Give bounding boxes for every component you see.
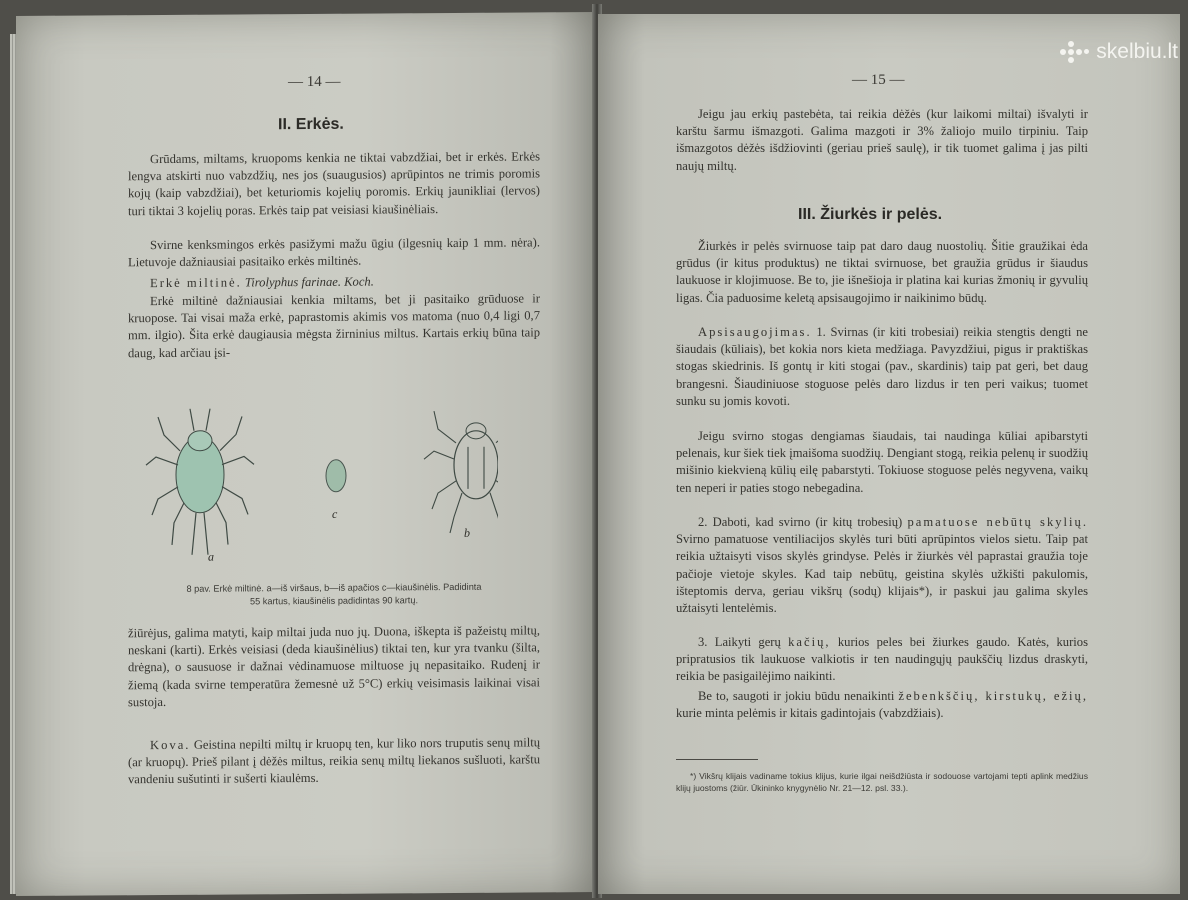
spaced-text: kačių, [788, 635, 831, 649]
footnote-rule [676, 759, 758, 760]
text-run: kurios peles bei žiurkes gaudo. Katės, kurios pripratusios tik laukuose valkiotis ir ten naudingųjų paukščių lizdus draskyti, reikia be pasigailėjimo naikinti. [676, 635, 1088, 684]
watermark-text: skelbiu.lt [1096, 40, 1178, 63]
caption-line: 8 pav. Erkė miltinė. a—iš viršaus, b—iš apačios c—kiaušinėlis. Padidinta [186, 581, 482, 594]
section-heading: II. Erkės. [278, 115, 344, 134]
figure-label-b: b [464, 525, 470, 540]
figure-label-a: a [208, 549, 214, 564]
open-book [6, 4, 1186, 898]
section-heading: III. Žiurkės ir pelės. [798, 206, 943, 223]
figure-caption [128, 580, 540, 609]
paragraph [676, 634, 1088, 686]
species-label: Erkė miltinė. [150, 275, 242, 291]
paragraph: Grūdams, miltams, kruopoms kenkia ne tiktai vabzdžiai, bet ir erkės. Erkės lengva atskirti nuo vabzdžių, nes jos (suaugusios) aprūpintos ne trimis poromis kojų (kaip vabzdžiai), bet keturiomis kojelių poromis. Erkių jaunikliai (lervos) turi tiktai 3 kojelių poras. Erkės taip pat veisiasi kiaušinėliais. [128, 149, 540, 218]
watermark [1060, 40, 1178, 64]
paragraph [676, 514, 1088, 617]
paragraph: Jeigu jau erkių pastebėta, tai reikia dėžės (kur laikomi miltai) išvalyti ir karštu šarmu išmazgoti. Galima mazgoti ir 3% žaliojo muilo tirpiniu. Taip išmazgotos dėžės išdžiovinti (geriau prieš saulę), ir tik tuomet galima į jas pilti naujų miltų. [676, 107, 1088, 173]
mite-b-drawing [424, 410, 498, 533]
protection-label: Apsisaugojimas. [698, 325, 812, 339]
text-run: 2. Daboti, kad svirno (ir kitų trobesių) [698, 515, 903, 529]
kova-text: Geistina nepilti miltų ir kruopų ten, kur liko nors truputis senų miltų (ar kruopų). Prieš pilant į dėžės miltus, reikia senų miltų liekanos sušluoti, karštu vandeniu sušutinti ir sušerti kiaulėms. [128, 735, 540, 787]
mite-figure [138, 393, 498, 566]
species-latin: Tirolyphus farinae. Koch. [244, 274, 374, 290]
figure-label-c: c [332, 506, 338, 521]
spaced-text: pamatuose nebūtų skylių. [907, 515, 1088, 529]
page-number: — 15 — [852, 72, 905, 88]
text-run: kurie minta pelėmis ir kitais gadintojais (vabzdžiais). [676, 706, 944, 721]
paragraph: Jeigu svirno stogas dengiamas šiaudais, tai naudinga kūliai apibarstyti pelenais, kur šiek tiek įmaišoma suodžių. Dengiant stogą, reikia pelenų ir suodžių mišinio kiekvieną kūlių eilę pabarstyti. Tokiuose stoguose pelės negyvena, vaikų ten neperi ir paties stogo nebegadina. [676, 429, 1088, 495]
spaced-text: žebenkščių, kirstukų, ežių, [898, 689, 1088, 703]
paragraph: Žiurkės ir pelės svirnuose taip pat daro daug nuostolių. Šitie graužikai ėda grūdus (ir kitus produktus) ne tiktai svirnuose, bet graužia grūdus ir šiaudus laukuose ir klojimuose. Be to, jie išnešioja ir platina kai kurias žmonių ir gyvulių ligas. Čia paduosime keletą apsisaugojimo ir naikinimo būdų. [676, 239, 1088, 305]
text-run: Svirno pamatuose ventiliacijos skylės turi būti aprūpintos vielos sietu. Taip pat reikia užtaisyti visos skylės grindyse. Pelės ir žiurkės vėl paprastai graužia toje pačioje vietoje skyles. Kad taip nebūtų, geistina skylės užkišti pakulomis, išteptomis derva, geriau vikšrų (sodų) klijais*), ir paskui jau galima skyles užtaisyti lentelėmis. [676, 532, 1088, 616]
kova-label: Kova. [150, 737, 191, 753]
text-run: Be to, saugoti ir jokiu būdu nenaikinti [698, 689, 895, 703]
watermark-logo-icon [1060, 41, 1090, 63]
kova-paragraph [128, 734, 540, 788]
caption-line: 55 kartus, kiaušinėlis padidintas 90 kartų. [249, 595, 419, 607]
right-page [598, 14, 1180, 894]
page-number: — 14 — [288, 73, 341, 91]
species-paragraph: Erkė miltinė dažniausiai kenkia miltams, bet ji pasitaiko grūduose ir kruopose. Tai visai maža erkė, paprastomis akimis vos matoma (nuo 0,4 ligi 0,7 mm. ilgio). Šita erkė daugiausia mėgsta žirninius miltus. Kartais erkių būna taip daug, kad arčiau įsi- [128, 291, 540, 360]
left-page [16, 12, 596, 896]
protection-text: 1. Svirnas (ir kiti trobesiai) reikia stengtis dengti ne šiaudais (kūliais), bet kokia nors kieta medžiaga. Pavyzdžiui, pigus ir praktiškas stogas skiedrinis. Iš gontų ir kiti stogai (pav., skardinis) taip pat geri, bet daug brangesni. Šiaudiniuose stoguose pelės daro lizdus ir ten peri vaikus; tuomet sunku su jomis kovoti. [676, 325, 1088, 408]
paragraph: Svirne kenksmingos erkės pasižymi mažu ūgiu (ilgesnių kaip 1 mm. nėra). Lietuvoje dažniausiai pasitaiko erkės miltinės. [128, 235, 540, 270]
egg-drawing [326, 460, 346, 492]
mite-a-drawing [146, 408, 254, 555]
footnote: *) Vikšrų klijais vadiname tokius klijus, kurie ilgai neišdžiūsta ir sodouose vartojami tepti aplink medžius klijų juostoms (žiūr. Ūkininko knygynėlio Nr. 21—12. psl. 33.). [676, 771, 1088, 793]
paragraph [676, 688, 1088, 722]
protection-paragraph [676, 324, 1088, 410]
species-line [150, 272, 540, 292]
paragraph: žiūrėjus, galima matyti, kaip miltai juda nuo jų. Duona, iškepta iš pažeistų miltų, neskani (karti). Erkės veisiasi (deda kiaušinėlius) tiktai ten, kur yra tvanku (šilta, drėgna), o sausuose ir dažnai vėdinamuose miltuose jų nepasitaiko. Rudenį ir žiemą (kada svirne temperatūra žemesnė už 5°C) erkių veisimasis laikinai visai sustoja. [128, 623, 540, 710]
text-run: 3. Laikyti gerų [698, 635, 781, 649]
